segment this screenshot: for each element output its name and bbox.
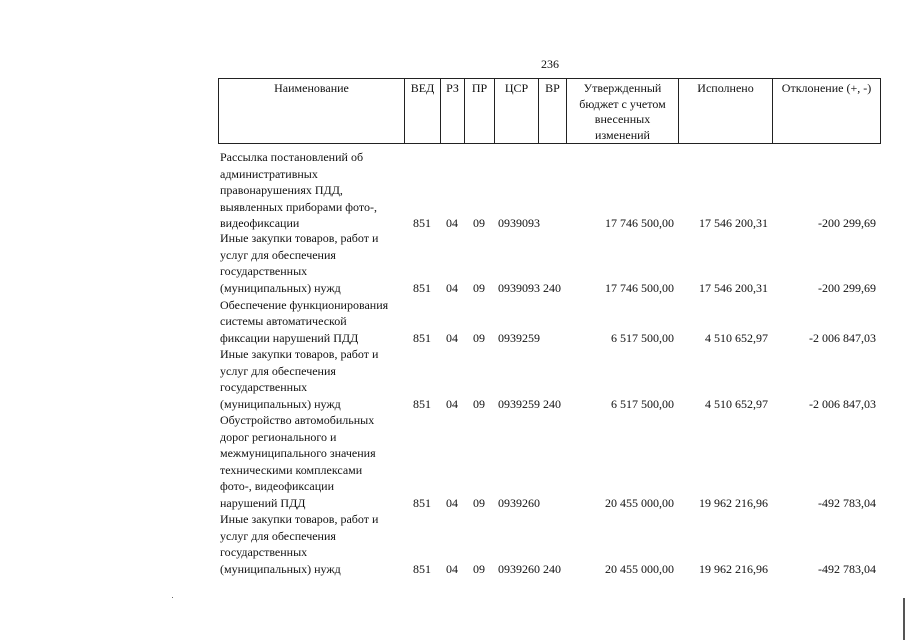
table-body [218,149,880,577]
row-csr: 0939260 [498,495,540,510]
row-name: Иные закупки товаров, работ и услуг для обеспечения государственных (муниципальных) нужд [220,512,379,576]
row-csr: 0939093 [498,280,540,295]
page-number: 236 [541,57,559,71]
row-ved: 851 [413,280,431,295]
row-approved: 20 455 000,00 [605,561,674,576]
row-csr: 0939259 [498,330,540,345]
row-ved: 851 [413,561,431,576]
row-name: Иные закупки товаров, работ и услуг для обеспечения государственных (муниципальных) нужд [220,347,379,411]
row-pr: 09 [473,280,485,295]
scan-speck [172,597,173,598]
row-vr: 240 [543,280,561,295]
row-deviation: -492 783,04 [818,495,876,510]
row-approved: 6 517 500,00 [611,396,674,411]
row-vr: 240 [543,396,561,411]
row-approved: 6 517 500,00 [611,330,674,345]
row-approved: 17 746 500,00 [605,280,674,295]
table-row [218,511,880,577]
budget-table-header [218,78,881,144]
row-pr: 09 [473,216,485,230]
table-row [218,296,880,346]
row-pr: 09 [473,396,485,411]
row-approved: 20 455 000,00 [605,495,674,510]
row-executed: 19 962 216,96 [699,561,768,576]
header-executed: Исполнено [679,79,773,144]
row-ved: 851 [413,216,431,230]
table-header-wrapper [218,78,880,144]
row-name: Рассылка постановлений об административных правонарушениях ПДД, выявленных приборами фото-, видеофиксации [220,150,377,230]
row-executed: 4 510 652,97 [705,396,768,411]
row-csr: 0939260 [498,561,540,576]
row-rz: 04 [446,280,458,295]
header-csr: ЦСР [495,79,539,144]
row-executed: 17 546 200,31 [699,216,768,230]
table-row [218,412,880,511]
row-ved: 851 [413,330,431,345]
row-name: Обустройство автомобильных дорог регионального и межмуниципального значения техническими комплексами фото-, видеофиксации нарушений ПДД [220,413,376,510]
row-name: Обеспечение функционирования системы автоматической фиксации нарушений ПДД [220,297,389,345]
row-approved: 17 746 500,00 [605,216,674,230]
row-rz: 04 [446,330,458,345]
row-vr: 240 [543,561,561,576]
row-deviation: -200 299,69 [818,216,876,230]
row-executed: 19 962 216,96 [699,495,768,510]
row-csr: 0939093 [498,216,540,230]
row-csr: 0939259 [498,396,540,411]
row-rz: 04 [446,495,458,510]
row-ved: 851 [413,495,431,510]
header-approved: Утвержденный бюджет с учетом внесенных изменений [567,79,679,144]
row-rz: 04 [446,561,458,576]
row-pr: 09 [473,495,485,510]
table-row [218,149,880,230]
header-vr: ВР [539,79,567,144]
row-ved: 851 [413,396,431,411]
row-deviation: -492 783,04 [818,561,876,576]
row-executed: 4 510 652,97 [705,330,768,345]
row-executed: 17 546 200,31 [699,280,768,295]
row-deviation: -2 006 847,03 [809,330,876,345]
header-deviation: Отклонение (+, -) [773,79,881,144]
table-row [218,346,880,412]
row-deviation: -200 299,69 [818,280,876,295]
header-name: Наименование [219,79,405,144]
row-pr: 09 [473,330,485,345]
table-row [218,230,880,296]
row-rz: 04 [446,396,458,411]
header-rz: РЗ [441,79,465,144]
row-deviation: -2 006 847,03 [809,396,876,411]
header-ved: ВЕД [405,79,441,144]
row-name: Иные закупки товаров, работ и услуг для обеспечения государственных (муниципальных) нужд [220,231,379,295]
row-rz: 04 [446,216,458,230]
header-pr: ПР [465,79,495,144]
row-pr: 09 [473,561,485,576]
